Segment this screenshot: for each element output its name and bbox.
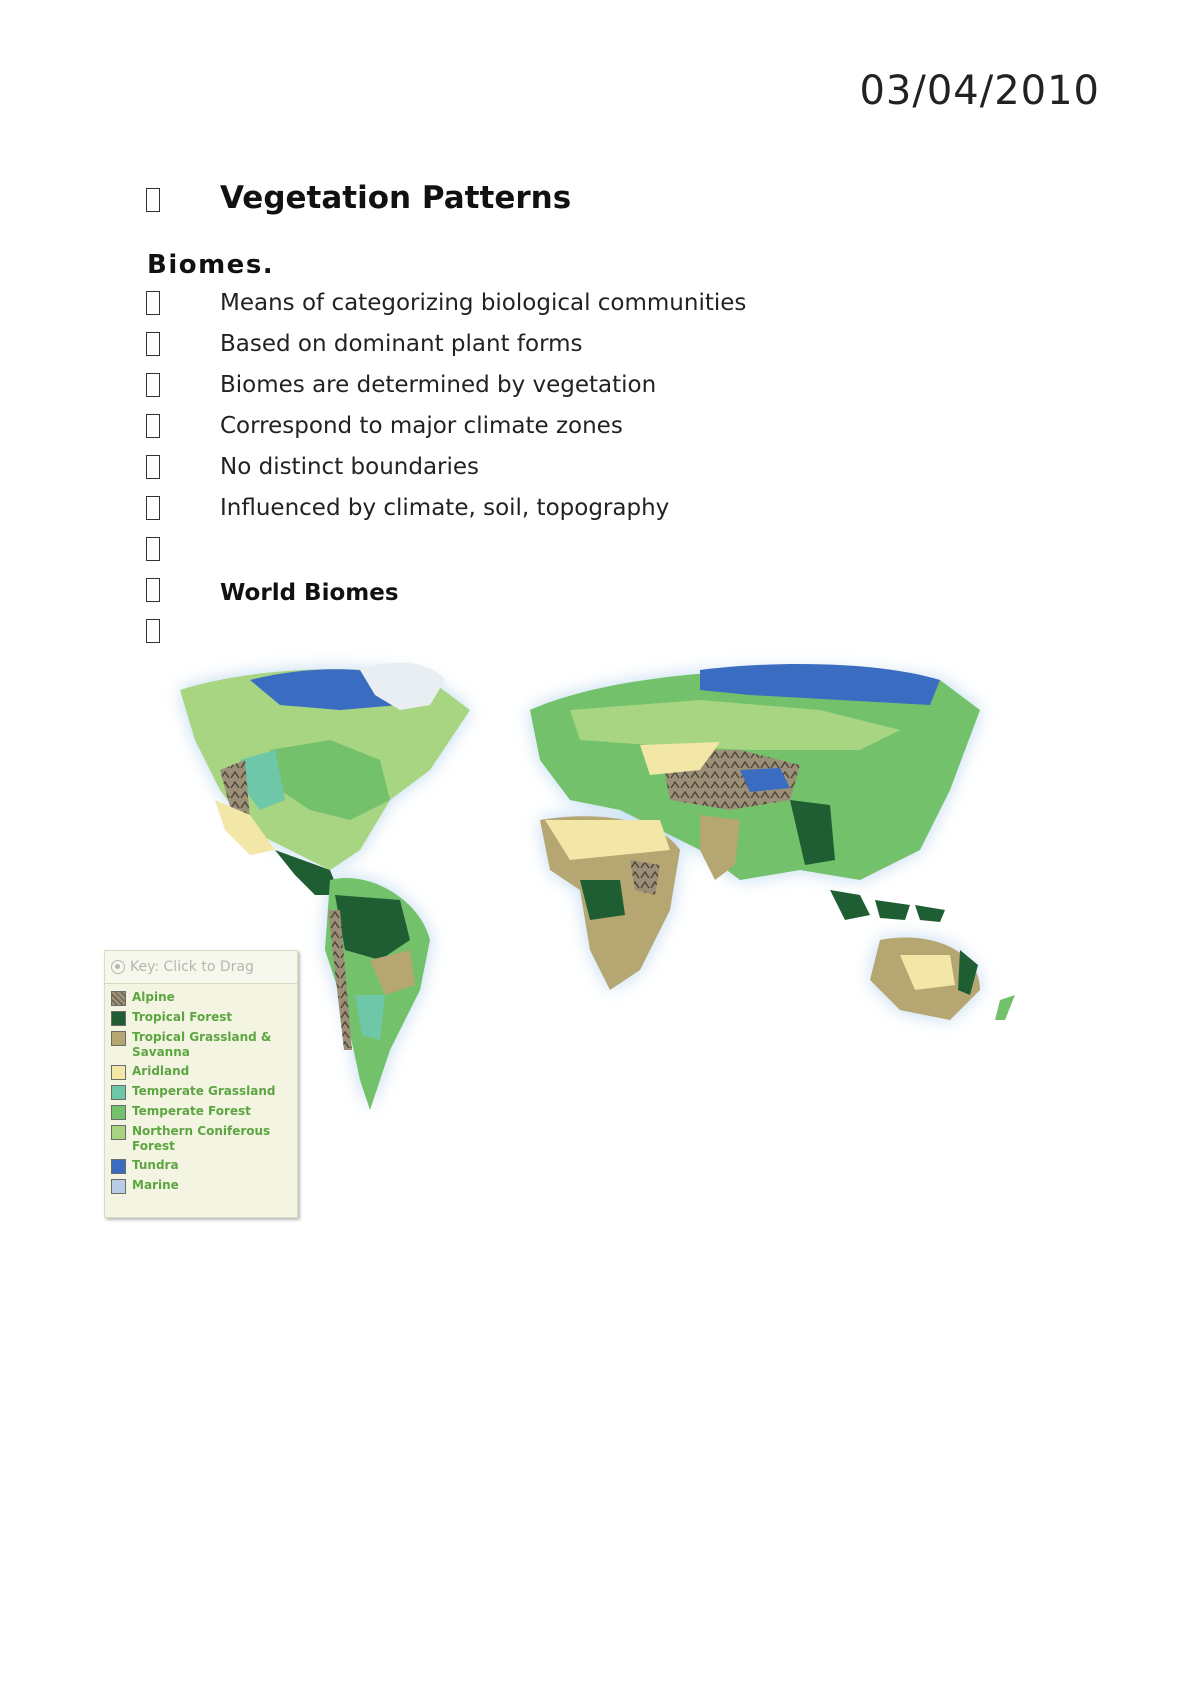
legend-items — [105, 984, 297, 1194]
bullet-marker — [146, 496, 160, 520]
legend-swatch — [111, 1159, 126, 1174]
title-bullet-marker — [146, 188, 160, 212]
legend-title: Key: Click to Drag — [130, 959, 254, 975]
map-legend[interactable] — [104, 950, 298, 1218]
map-heading: World Biomes — [220, 580, 399, 606]
section-subtitle: Biomes. — [147, 250, 275, 280]
bullet-marker — [146, 291, 160, 315]
legend-swatch — [111, 1179, 126, 1194]
south-america — [325, 878, 430, 1110]
legend-label: Tropical Forest — [132, 1010, 233, 1024]
empty-bullet-marker — [146, 537, 160, 561]
legend-item — [111, 1010, 291, 1026]
legend-label: Tundra — [132, 1158, 179, 1172]
section-title: Vegetation Patterns — [220, 180, 572, 216]
drag-handle-icon — [111, 960, 125, 974]
bullet-item: Means of categorizing biological communities — [220, 290, 747, 316]
north-america — [180, 663, 470, 895]
legend-label: Aridland — [132, 1064, 190, 1078]
bullet-marker — [146, 373, 160, 397]
document-date: 03/04/2010 — [859, 68, 1100, 114]
legend-item — [111, 990, 291, 1006]
bullet-marker — [146, 455, 160, 479]
bullet-item: Based on dominant plant forms — [220, 331, 583, 357]
legend-item — [111, 1124, 291, 1154]
legend-swatch — [111, 1085, 126, 1100]
legend-label: Temperate Grassland — [132, 1084, 276, 1098]
bullet-item: No distinct boundaries — [220, 454, 480, 480]
legend-swatch — [111, 991, 126, 1006]
southeast-asia-islands — [830, 890, 945, 922]
bullet-marker — [146, 414, 160, 438]
legend-item — [111, 1030, 291, 1060]
legend-swatch — [111, 1125, 126, 1140]
bullet-item: Biomes are determined by vegetation — [220, 372, 657, 398]
legend-label: Tropical Grassland & Savanna — [132, 1030, 272, 1059]
legend-item — [111, 1178, 291, 1194]
bullet-item: Correspond to major climate zones — [220, 413, 623, 439]
bullet-marker — [146, 332, 160, 356]
legend-label: Marine — [132, 1178, 179, 1192]
legend-swatch — [111, 1031, 126, 1046]
africa — [540, 816, 680, 990]
legend-item — [111, 1158, 291, 1174]
australia — [870, 937, 1015, 1020]
legend-label: Northern Coniferous Forest — [132, 1124, 271, 1153]
legend-label: Alpine — [132, 990, 175, 1004]
legend-label: Temperate Forest — [132, 1104, 251, 1118]
legend-swatch — [111, 1105, 126, 1120]
bullet-item: Influenced by climate, soil, topography — [220, 495, 670, 521]
legend-swatch — [111, 1065, 126, 1080]
legend-drag-handle[interactable] — [105, 951, 297, 984]
empty-bullet-marker — [146, 619, 160, 643]
legend-item — [111, 1064, 291, 1080]
legend-item — [111, 1084, 291, 1100]
legend-item — [111, 1104, 291, 1120]
legend-swatch — [111, 1011, 126, 1026]
bullet-marker — [146, 578, 160, 602]
